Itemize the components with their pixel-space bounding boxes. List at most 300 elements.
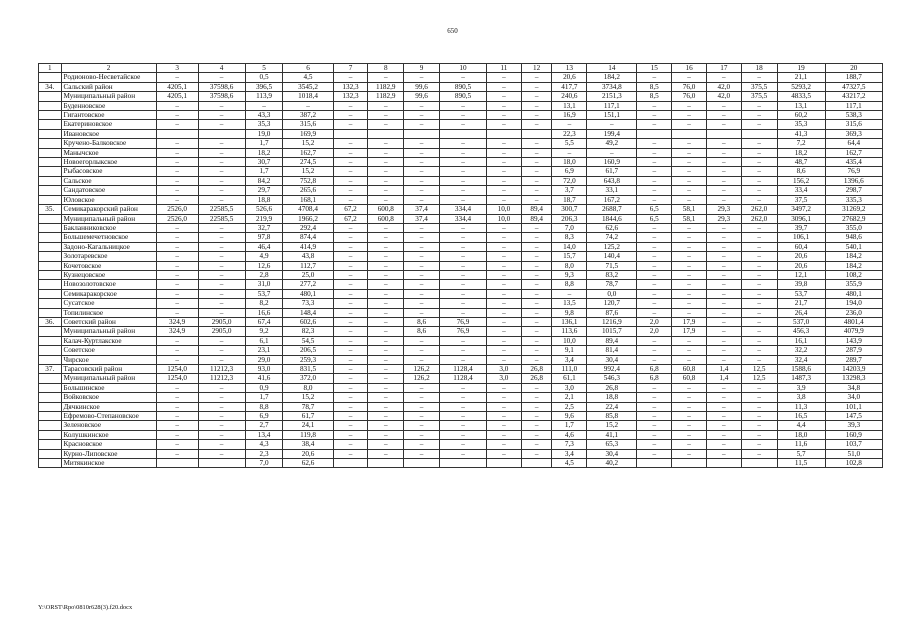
value-cell: 1,7 <box>245 393 283 402</box>
value-cell: 34,0 <box>825 393 882 402</box>
value-cell: – <box>404 402 440 411</box>
value-cell: 262,0 <box>741 214 777 223</box>
value-cell: 600,8 <box>368 205 404 214</box>
value-cell: 89,4 <box>521 205 552 214</box>
value-cell: – <box>487 421 522 430</box>
table-row <box>39 158 883 167</box>
value-cell: – <box>404 195 440 204</box>
value-cell: – <box>587 148 637 157</box>
value-cell <box>198 129 245 138</box>
value-cell: 3,8 <box>777 393 825 402</box>
table-row <box>39 223 883 232</box>
value-cell: – <box>706 336 741 345</box>
value-cell: – <box>672 270 707 279</box>
value-cell: 89,4 <box>521 214 552 223</box>
value-cell: – <box>333 412 368 421</box>
value-cell: 375,5 <box>741 82 777 91</box>
value-cell <box>637 459 672 468</box>
value-cell: – <box>156 252 198 261</box>
value-cell: – <box>521 280 552 289</box>
value-cell: – <box>333 186 368 195</box>
value-cell: 184,2 <box>825 261 882 270</box>
value-cell: – <box>741 176 777 185</box>
value-cell: 35,3 <box>777 120 825 129</box>
value-cell: – <box>706 186 741 195</box>
value-cell: 3,4 <box>552 449 587 458</box>
value-cell: – <box>198 383 245 392</box>
value-cell: – <box>198 101 245 110</box>
value-cell: – <box>487 355 522 364</box>
territory-name-cell: Тарасовский район <box>61 365 156 374</box>
table-row <box>39 383 883 392</box>
value-cell: – <box>521 120 552 129</box>
value-cell: 1,4 <box>706 365 741 374</box>
territory-name-cell: Кочетовское <box>61 261 156 270</box>
value-cell: – <box>198 158 245 167</box>
value-cell: – <box>439 299 486 308</box>
territory-name-cell: Муниципальный район <box>61 214 156 223</box>
value-cell: 3,0 <box>487 365 522 374</box>
column-header: 17 <box>706 64 741 73</box>
territory-name-cell: Муниципальный район <box>61 374 156 383</box>
table-row <box>39 205 883 214</box>
value-cell: – <box>521 299 552 308</box>
row-number-cell <box>39 430 62 439</box>
value-cell: 54,5 <box>283 336 333 345</box>
value-cell: 81,4 <box>587 346 637 355</box>
table-row <box>39 111 883 120</box>
value-cell: 26,8 <box>587 383 637 392</box>
value-cell: 199,4 <box>587 129 637 138</box>
value-cell: 417,7 <box>552 82 587 91</box>
value-cell: 74,2 <box>587 233 637 242</box>
value-cell: – <box>368 308 404 317</box>
value-cell: 126,2 <box>404 365 440 374</box>
column-header: 13 <box>552 64 587 73</box>
value-cell: – <box>156 280 198 289</box>
table-row <box>39 421 883 430</box>
row-number-cell <box>39 167 62 176</box>
value-cell: 46,4 <box>245 242 283 251</box>
value-cell: 20,6 <box>552 73 587 82</box>
value-cell: 7,3 <box>552 440 587 449</box>
table-row <box>39 148 883 157</box>
value-cell: – <box>521 223 552 232</box>
value-cell: – <box>521 261 552 270</box>
value-cell: 41,3 <box>777 129 825 138</box>
value-cell: 25,0 <box>283 270 333 279</box>
value-cell: – <box>404 270 440 279</box>
value-cell: 15,2 <box>283 393 333 402</box>
value-cell: – <box>368 111 404 120</box>
value-cell: – <box>521 158 552 167</box>
value-cell: – <box>521 430 552 439</box>
value-cell: – <box>706 73 741 82</box>
value-cell: – <box>439 355 486 364</box>
value-cell: – <box>198 139 245 148</box>
territory-name-cell: Чирское <box>61 355 156 364</box>
value-cell: 140,4 <box>587 252 637 261</box>
column-header: 1 <box>39 64 62 73</box>
value-cell: – <box>439 120 486 129</box>
value-cell: 136,1 <box>552 317 587 326</box>
value-cell: 4,5 <box>283 73 333 82</box>
value-cell: 29,7 <box>245 186 283 195</box>
value-cell: – <box>404 289 440 298</box>
value-cell: – <box>521 289 552 298</box>
value-cell: – <box>521 421 552 430</box>
value-cell: – <box>672 252 707 261</box>
value-cell: – <box>487 101 522 110</box>
value-cell: – <box>741 186 777 195</box>
value-cell: – <box>404 261 440 270</box>
territory-name-cell: Сальское <box>61 176 156 185</box>
column-header: 8 <box>368 64 404 73</box>
value-cell: – <box>521 317 552 326</box>
value-cell: – <box>487 299 522 308</box>
value-cell: – <box>521 440 552 449</box>
value-cell: 8,5 <box>637 92 672 101</box>
value-cell: – <box>521 111 552 120</box>
territory-name-cell: Дячкинское <box>61 402 156 411</box>
value-cell: 19,0 <box>245 129 283 138</box>
value-cell: – <box>439 346 486 355</box>
row-number-cell <box>39 308 62 317</box>
value-cell: – <box>672 233 707 242</box>
value-cell: – <box>672 440 707 449</box>
value-cell: 2,1 <box>552 393 587 402</box>
value-cell: – <box>672 289 707 298</box>
value-cell: – <box>333 233 368 242</box>
value-cell: 101,1 <box>825 402 882 411</box>
value-cell: – <box>404 346 440 355</box>
value-cell: – <box>706 449 741 458</box>
value-cell: 143,9 <box>825 336 882 345</box>
footer-file-path: Y:\ORST\Rpo\0810r628(3).f20.docx <box>38 604 133 611</box>
territory-name-cell: Ефремово-Степановское <box>61 412 156 421</box>
value-cell: – <box>368 355 404 364</box>
value-cell: – <box>521 327 552 336</box>
value-cell: – <box>706 308 741 317</box>
territory-name-cell: Муниципальный район <box>61 327 156 336</box>
value-cell <box>368 459 404 468</box>
value-cell: – <box>672 120 707 129</box>
page-number: 650 <box>447 27 458 35</box>
value-cell: – <box>637 176 672 185</box>
value-cell: 73,3 <box>283 299 333 308</box>
value-cell: – <box>404 449 440 458</box>
row-number-cell <box>39 101 62 110</box>
value-cell: – <box>368 186 404 195</box>
value-cell: – <box>487 139 522 148</box>
value-cell: – <box>368 346 404 355</box>
value-cell: – <box>637 252 672 261</box>
value-cell: 125,2 <box>587 242 637 251</box>
value-cell: 355,9 <box>825 280 882 289</box>
value-cell: 1018,4 <box>283 92 333 101</box>
value-cell: – <box>741 148 777 157</box>
column-header: 10 <box>439 64 486 73</box>
value-cell: – <box>333 308 368 317</box>
value-cell: 8,0 <box>283 383 333 392</box>
value-cell: – <box>404 223 440 232</box>
value-cell: 16,1 <box>777 336 825 345</box>
value-cell: – <box>368 158 404 167</box>
value-cell: 99,6 <box>404 92 440 101</box>
value-cell: – <box>368 139 404 148</box>
value-cell: – <box>637 449 672 458</box>
row-number-cell <box>39 412 62 421</box>
value-cell: 537,0 <box>777 317 825 326</box>
value-cell: 6,5 <box>637 205 672 214</box>
value-cell: – <box>672 412 707 421</box>
table-row <box>39 129 883 138</box>
value-cell: 480,1 <box>283 289 333 298</box>
value-cell: 12,6 <box>245 261 283 270</box>
table-row <box>39 167 883 176</box>
row-number-cell: 35. <box>39 205 62 214</box>
value-cell: – <box>741 158 777 167</box>
value-cell: 102,8 <box>825 459 882 468</box>
value-cell: – <box>637 280 672 289</box>
value-cell: 1,4 <box>706 374 741 383</box>
value-cell: 16,6 <box>245 308 283 317</box>
value-cell: – <box>741 223 777 232</box>
value-cell: 20,6 <box>777 261 825 270</box>
value-cell: – <box>198 393 245 402</box>
value-cell: – <box>333 383 368 392</box>
value-cell: – <box>672 195 707 204</box>
value-cell: – <box>439 393 486 402</box>
value-cell: – <box>198 430 245 439</box>
value-cell <box>521 459 552 468</box>
value-cell <box>198 459 245 468</box>
value-cell: 315,6 <box>825 120 882 129</box>
value-cell: – <box>404 412 440 421</box>
value-cell: 1254,0 <box>156 374 198 383</box>
value-cell: – <box>487 346 522 355</box>
row-number-cell: 37. <box>39 365 62 374</box>
value-cell: – <box>333 73 368 82</box>
value-cell: 7,2 <box>777 139 825 148</box>
value-cell: 132,3 <box>333 82 368 91</box>
value-cell: – <box>439 280 486 289</box>
value-cell: – <box>333 402 368 411</box>
value-cell: 60,8 <box>672 365 707 374</box>
table-row <box>39 186 883 195</box>
table-row <box>39 120 883 129</box>
value-cell: – <box>487 242 522 251</box>
value-cell: – <box>333 289 368 298</box>
value-cell: – <box>333 355 368 364</box>
value-cell: – <box>741 346 777 355</box>
value-cell: – <box>706 289 741 298</box>
value-cell: – <box>706 223 741 232</box>
value-cell: 42,0 <box>706 92 741 101</box>
value-cell: – <box>521 148 552 157</box>
value-cell: – <box>521 252 552 261</box>
value-cell: 62,6 <box>283 459 333 468</box>
value-cell: – <box>637 111 672 120</box>
value-cell: 3,9 <box>777 383 825 392</box>
value-cell: 32,7 <box>245 223 283 232</box>
value-cell: – <box>439 186 486 195</box>
value-cell: 13298,3 <box>825 374 882 383</box>
value-cell: – <box>156 393 198 402</box>
value-cell: 48,7 <box>777 158 825 167</box>
table-header-row <box>39 64 883 73</box>
value-cell: 12,5 <box>741 365 777 374</box>
value-cell: 546,3 <box>587 374 637 383</box>
value-cell: – <box>368 176 404 185</box>
value-cell: 2905,0 <box>198 317 245 326</box>
value-cell: 240,6 <box>552 92 587 101</box>
value-cell: 10,0 <box>487 205 522 214</box>
value-cell: – <box>672 346 707 355</box>
table-row <box>39 280 883 289</box>
value-cell: – <box>521 336 552 345</box>
value-cell: – <box>198 186 245 195</box>
territory-name-cell: Бакланниковское <box>61 223 156 232</box>
territory-name-cell: Буденновское <box>61 101 156 110</box>
value-cell: 1,7 <box>245 139 283 148</box>
value-cell: – <box>637 393 672 402</box>
value-cell: – <box>333 346 368 355</box>
value-cell: – <box>368 289 404 298</box>
value-cell: – <box>672 73 707 82</box>
value-cell: – <box>706 111 741 120</box>
value-cell: – <box>368 148 404 157</box>
value-cell: 3545,2 <box>283 82 333 91</box>
value-cell <box>487 459 522 468</box>
row-number-cell <box>39 289 62 298</box>
value-cell: – <box>487 280 522 289</box>
value-cell: 162,7 <box>825 148 882 157</box>
value-cell: 194,0 <box>825 299 882 308</box>
value-cell: – <box>637 195 672 204</box>
value-cell: – <box>487 111 522 120</box>
value-cell: – <box>487 327 522 336</box>
value-cell: 2,0 <box>637 327 672 336</box>
value-cell: – <box>487 148 522 157</box>
value-cell: – <box>156 223 198 232</box>
territory-name-cell: Войковское <box>61 393 156 402</box>
value-cell: 355,0 <box>825 223 882 232</box>
value-cell: 26,8 <box>521 374 552 383</box>
value-cell: 8,5 <box>637 82 672 91</box>
territory-name-cell: Екатериновское <box>61 120 156 129</box>
territory-name-cell: Семикаракорский район <box>61 205 156 214</box>
value-cell: – <box>672 261 707 270</box>
value-cell: – <box>706 299 741 308</box>
value-cell: – <box>487 252 522 261</box>
value-cell: 99,6 <box>404 82 440 91</box>
territory-name-cell: Зеленовское <box>61 421 156 430</box>
value-cell: – <box>637 242 672 251</box>
column-header: 5 <box>245 64 283 73</box>
value-cell <box>706 459 741 468</box>
value-cell: – <box>368 402 404 411</box>
value-cell: 22,4 <box>587 402 637 411</box>
data-table-container <box>38 63 883 468</box>
value-cell: 4,6 <box>552 430 587 439</box>
territory-name-cell: Колушкинское <box>61 430 156 439</box>
value-cell <box>672 459 707 468</box>
value-cell: – <box>637 101 672 110</box>
value-cell: – <box>706 261 741 270</box>
value-cell: – <box>368 412 404 421</box>
value-cell: – <box>487 402 522 411</box>
value-cell <box>672 129 707 138</box>
value-cell: – <box>368 252 404 261</box>
value-cell: – <box>487 308 522 317</box>
value-cell: 8,2 <box>245 299 283 308</box>
value-cell: – <box>439 73 486 82</box>
value-cell: 538,3 <box>825 111 882 120</box>
value-cell: 43,8 <box>283 252 333 261</box>
table-row <box>39 73 883 82</box>
value-cell <box>637 129 672 138</box>
value-cell: 103,7 <box>825 440 882 449</box>
value-cell: – <box>368 101 404 110</box>
value-cell <box>439 129 486 138</box>
value-cell: – <box>198 223 245 232</box>
value-cell: – <box>637 139 672 148</box>
value-cell: 1015,7 <box>587 327 637 336</box>
value-cell: 3,0 <box>552 383 587 392</box>
value-cell: 60,2 <box>777 111 825 120</box>
table-body <box>39 64 883 468</box>
row-number-cell <box>39 280 62 289</box>
table-row <box>39 449 883 458</box>
value-cell: – <box>198 412 245 421</box>
value-cell: 4,3 <box>245 440 283 449</box>
row-number-cell <box>39 139 62 148</box>
value-cell: – <box>156 346 198 355</box>
territory-name-cell: Красновское <box>61 440 156 449</box>
value-cell: – <box>741 430 777 439</box>
row-number-cell <box>39 327 62 336</box>
table-row <box>39 299 883 308</box>
value-cell: – <box>672 158 707 167</box>
value-cell: 0,5 <box>245 73 283 82</box>
value-cell: – <box>156 402 198 411</box>
table-row <box>39 374 883 383</box>
value-cell: 113,9 <box>245 92 283 101</box>
value-cell: 76,9 <box>439 327 486 336</box>
value-cell: 35,3 <box>245 120 283 129</box>
value-cell: – <box>404 393 440 402</box>
territory-name-cell: Сусатское <box>61 299 156 308</box>
territory-name-cell: Калач-Куртлакское <box>61 336 156 345</box>
value-cell: – <box>672 223 707 232</box>
value-cell: – <box>333 440 368 449</box>
value-cell: 7,0 <box>552 223 587 232</box>
value-cell: 334,4 <box>439 205 486 214</box>
value-cell: 206,5 <box>283 346 333 355</box>
value-cell: 1182,9 <box>368 82 404 91</box>
territory-name-cell: Золотаревское <box>61 252 156 261</box>
column-header: 16 <box>672 64 707 73</box>
value-cell: 414,9 <box>283 242 333 251</box>
value-cell: 167,2 <box>587 195 637 204</box>
value-cell: – <box>156 242 198 251</box>
value-cell: – <box>741 120 777 129</box>
value-cell: – <box>333 120 368 129</box>
value-cell: 16,9 <box>552 111 587 120</box>
value-cell: – <box>333 176 368 185</box>
value-cell: – <box>672 101 707 110</box>
